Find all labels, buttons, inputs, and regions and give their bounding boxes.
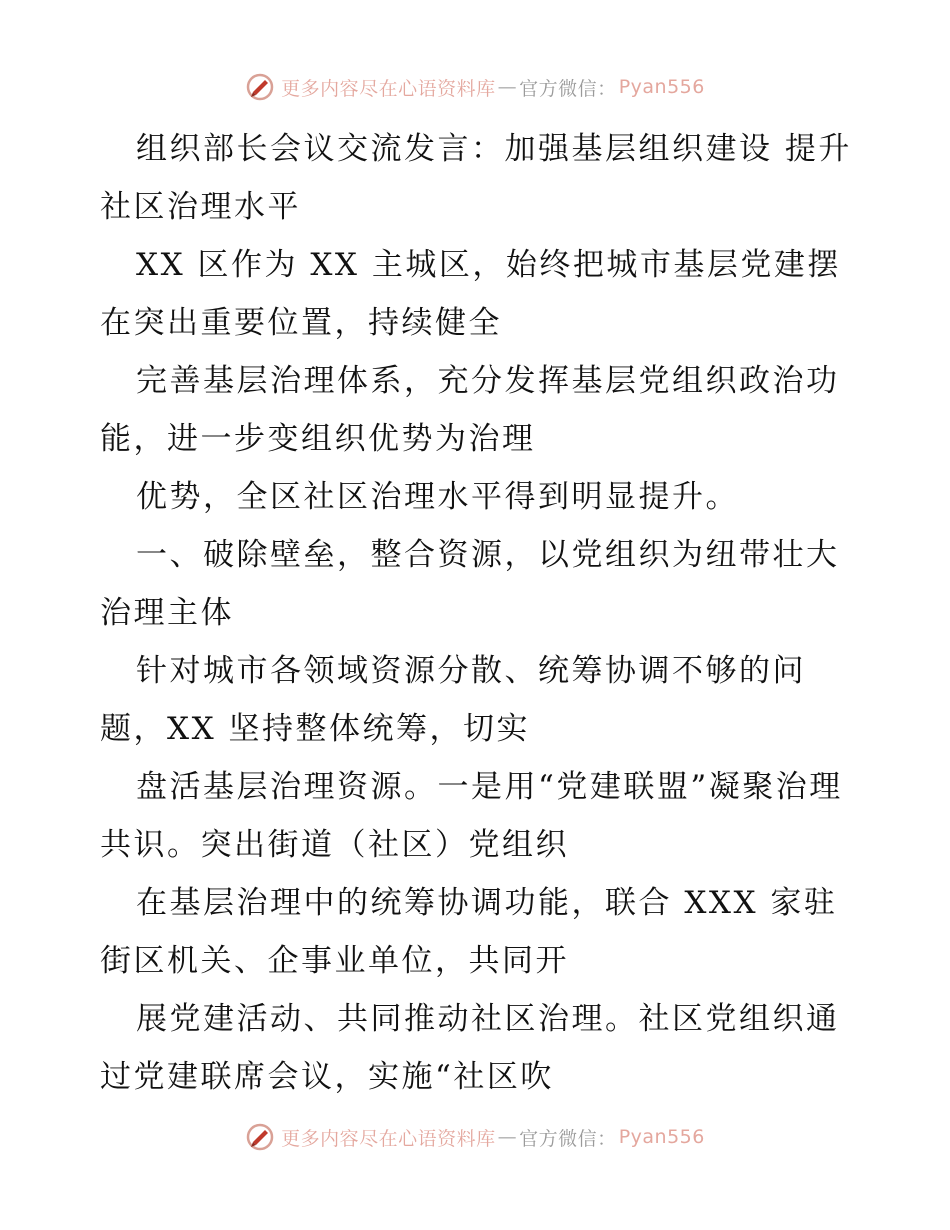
section-heading: 一、破除壁垒，整合资源，以党组织为纽带壮大治理主体 [100,537,840,631]
watermark-separator: — [497,1126,518,1148]
header-watermark [0,72,950,102]
pen-seal-icon [245,1122,275,1152]
paragraph: 针对城市各领域资源分散、统筹协调不够的问题，XX 坚持整体统筹，切实 [100,653,806,747]
watermark-suffix: 官方微信： [519,1127,617,1150]
watermark-text: 更多内容尽在心语资料库 [281,1127,496,1150]
paragraph: XX 区作为 XX 主城区，始终把城市基层党建摆在突出重要位置，持续健全 [100,247,841,341]
footer-watermark [0,1122,950,1152]
watermark-id: Pyan556 [618,1126,705,1148]
watermark-text: 更多内容尽在心语资料库 [281,77,496,100]
paragraph: 展党建活动、共同推动社区治理。社区党组织通过党建联席会议，实施“社区吹 [100,1001,840,1095]
paragraph: 完善基层治理体系，充分发挥基层党组织政治功能，进一步变组织优势为治理 [100,363,840,457]
document-title: 组织部长会议交流发言：加强基层组织建设 提升社区治理水平 [100,131,852,225]
paragraph: 盘活基层治理资源。一是用“党建联盟”凝聚治理共识。突出街道（社区）党组织 [100,769,843,863]
watermark-id: Pyan556 [618,76,705,98]
watermark-separator: — [497,76,518,98]
pen-seal-icon [245,72,275,102]
paragraph: 优势，全区社区治理水平得到明显提升。 [136,479,739,515]
watermark-suffix: 官方微信： [519,77,617,100]
document-body [100,120,860,1106]
paragraph: 在基层治理中的统筹协调功能，联合 XXX 家驻街区机关、企事业单位，共同开 [100,885,838,979]
